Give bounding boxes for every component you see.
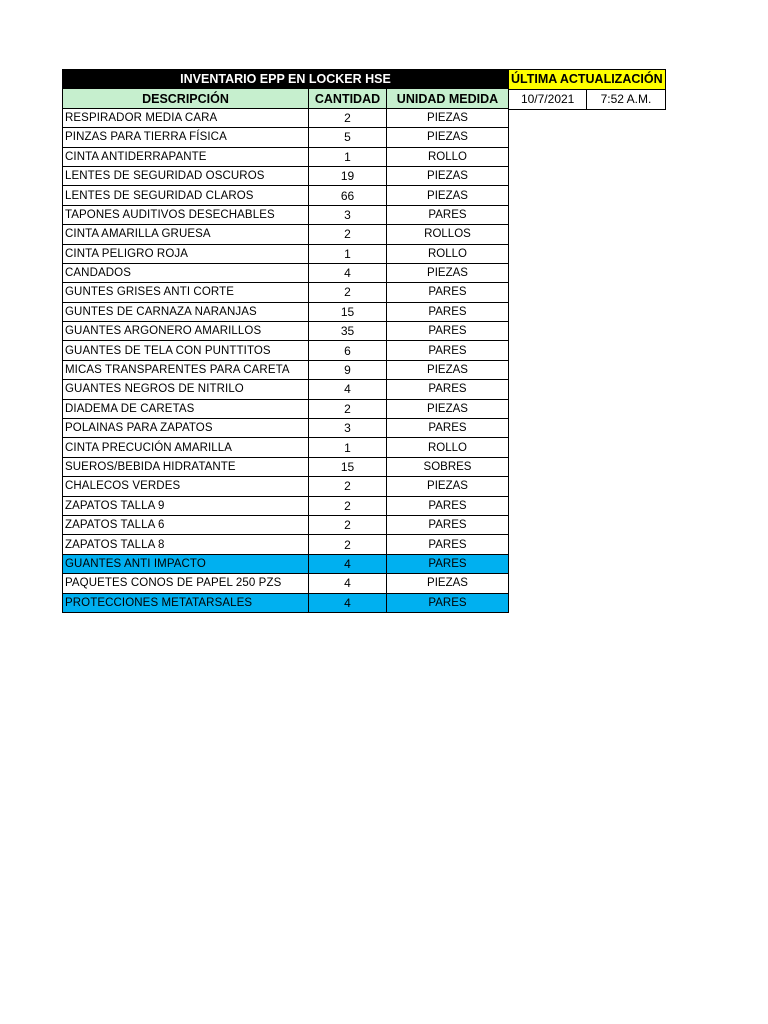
row-description[interactable]: LENTES DE SEGURIDAD CLAROS [63, 186, 309, 205]
table-row [63, 457, 509, 476]
row-description[interactable]: SUEROS/BEBIDA HIDRATANTE [63, 457, 309, 476]
row-quantity[interactable]: 15 [309, 457, 387, 476]
inventory-table-body [63, 70, 509, 613]
row-unit[interactable]: PIEZAS [387, 399, 509, 418]
row-quantity[interactable]: 4 [309, 263, 387, 282]
row-description[interactable]: GUNTES DE CARNAZA NARANJAS [63, 302, 309, 321]
table-row [63, 263, 509, 282]
table-row [63, 128, 509, 147]
table-row [63, 574, 509, 593]
last-update-label[interactable]: ÚLTIMA ACTUALIZACIÓN [509, 70, 666, 90]
row-quantity[interactable]: 35 [309, 322, 387, 341]
row-unit[interactable]: PARES [387, 205, 509, 224]
row-quantity[interactable]: 1 [309, 147, 387, 166]
row-unit[interactable]: ROLLO [387, 438, 509, 457]
row-description[interactable]: CINTA ANTIDERRAPANTE [63, 147, 309, 166]
table-row [63, 554, 509, 573]
row-description[interactable]: POLAINAS PARA ZAPATOS [63, 419, 309, 438]
row-quantity[interactable]: 2 [309, 283, 387, 302]
row-description[interactable]: LENTES DE SEGURIDAD OSCUROS [63, 166, 309, 185]
row-description[interactable]: GUNTES GRISES ANTI CORTE [63, 283, 309, 302]
row-unit[interactable]: PARES [387, 322, 509, 341]
last-update-box [508, 69, 666, 110]
table-row [63, 593, 509, 612]
row-quantity[interactable]: 4 [309, 593, 387, 612]
table-row [63, 496, 509, 515]
table-row [63, 380, 509, 399]
row-unit[interactable]: PARES [387, 554, 509, 573]
row-description[interactable]: TAPONES AUDITIVOS DESECHABLES [63, 205, 309, 224]
table-row [63, 108, 509, 127]
row-description[interactable]: GUANTES ANTI IMPACTO [63, 554, 309, 573]
row-unit[interactable]: PARES [387, 593, 509, 612]
row-quantity[interactable]: 9 [309, 360, 387, 379]
table-row [63, 302, 509, 321]
row-unit[interactable]: ROLLO [387, 244, 509, 263]
row-quantity[interactable]: 2 [309, 399, 387, 418]
row-description[interactable]: MICAS TRANSPARENTES PARA CARETA [63, 360, 309, 379]
table-row [63, 419, 509, 438]
row-description[interactable]: ZAPATOS TALLA 9 [63, 496, 309, 515]
row-quantity[interactable]: 5 [309, 128, 387, 147]
row-quantity[interactable]: 19 [309, 166, 387, 185]
row-description[interactable]: GUANTES DE TELA CON PUNTTITOS [63, 341, 309, 360]
inventory-table [62, 69, 509, 613]
row-unit[interactable]: PIEZAS [387, 128, 509, 147]
table-row [63, 205, 509, 224]
table-row [63, 341, 509, 360]
row-description[interactable]: GUANTES NEGROS DE NITRILO [63, 380, 309, 399]
row-description[interactable]: PROTECCIONES METATARSALES [63, 593, 309, 612]
row-unit[interactable]: PIEZAS [387, 186, 509, 205]
row-description[interactable]: PAQUETES CONOS DE PAPEL 250 PZS [63, 574, 309, 593]
header-row [63, 89, 509, 108]
table-row [63, 535, 509, 554]
last-update-title-row [509, 70, 666, 90]
row-quantity[interactable]: 2 [309, 477, 387, 496]
row-unit[interactable]: PIEZAS [387, 166, 509, 185]
row-description[interactable]: ZAPATOS TALLA 8 [63, 535, 309, 554]
table-row [63, 186, 509, 205]
row-description[interactable]: CHALECOS VERDES [63, 477, 309, 496]
row-quantity[interactable]: 2 [309, 496, 387, 515]
row-description[interactable]: CINTA PELIGRO ROJA [63, 244, 309, 263]
row-unit[interactable]: PARES [387, 283, 509, 302]
row-unit[interactable]: PARES [387, 341, 509, 360]
row-quantity[interactable]: 2 [309, 108, 387, 127]
row-quantity[interactable]: 15 [309, 302, 387, 321]
table-row [63, 225, 509, 244]
table-row [63, 438, 509, 457]
row-quantity[interactable]: 4 [309, 574, 387, 593]
row-description[interactable]: CINTA AMARILLA GRUESA [63, 225, 309, 244]
last-update-values-row [509, 90, 666, 110]
last-update-time[interactable]: 7:52 A.M. [587, 90, 665, 110]
header-unit[interactable]: UNIDAD MEDIDA [387, 89, 509, 108]
row-unit[interactable]: PIEZAS [387, 360, 509, 379]
table-row [63, 399, 509, 418]
row-unit[interactable]: PARES [387, 380, 509, 399]
row-unit[interactable]: PARES [387, 515, 509, 534]
row-description[interactable]: DIADEMA DE CARETAS [63, 399, 309, 418]
sheet-title[interactable]: INVENTARIO EPP EN LOCKER HSE [63, 70, 509, 89]
row-description[interactable]: ZAPATOS TALLA 6 [63, 515, 309, 534]
row-unit[interactable]: SOBRES [387, 457, 509, 476]
row-description[interactable]: PINZAS PARA TIERRA FÍSICA [63, 128, 309, 147]
table-row [63, 322, 509, 341]
table-row [63, 166, 509, 185]
row-quantity[interactable]: 4 [309, 380, 387, 399]
table-row [63, 283, 509, 302]
row-unit[interactable]: PIEZAS [387, 108, 509, 127]
table-row [63, 515, 509, 534]
header-quantity[interactable]: CANTIDAD [309, 89, 387, 108]
row-description[interactable]: CANDADOS [63, 263, 309, 282]
row-quantity[interactable]: 6 [309, 341, 387, 360]
row-unit[interactable]: ROLLO [387, 147, 509, 166]
row-quantity[interactable]: 1 [309, 244, 387, 263]
table-row [63, 477, 509, 496]
row-unit[interactable]: PARES [387, 419, 509, 438]
row-quantity[interactable]: 2 [309, 515, 387, 534]
row-unit[interactable]: PARES [387, 496, 509, 515]
row-description[interactable]: CINTA PRECUCIÓN AMARILLA [63, 438, 309, 457]
row-unit[interactable]: PIEZAS [387, 477, 509, 496]
row-quantity[interactable]: 3 [309, 205, 387, 224]
header-description[interactable]: DESCRIPCIÓN [63, 89, 309, 108]
row-unit[interactable]: PARES [387, 302, 509, 321]
row-quantity[interactable]: 3 [309, 419, 387, 438]
row-quantity[interactable]: 66 [309, 186, 387, 205]
row-unit[interactable]: PARES [387, 535, 509, 554]
row-quantity[interactable]: 2 [309, 225, 387, 244]
last-update-date[interactable]: 10/7/2021 [509, 90, 587, 110]
row-unit[interactable]: PIEZAS [387, 263, 509, 282]
row-quantity[interactable]: 1 [309, 438, 387, 457]
row-unit[interactable]: ROLLOS [387, 225, 509, 244]
table-row [63, 244, 509, 263]
table-row [63, 147, 509, 166]
title-row [63, 70, 509, 89]
row-unit[interactable]: PIEZAS [387, 574, 509, 593]
table-row [63, 360, 509, 379]
row-quantity[interactable]: 4 [309, 554, 387, 573]
row-description[interactable]: GUANTES ARGONERO AMARILLOS [63, 322, 309, 341]
row-quantity[interactable]: 2 [309, 535, 387, 554]
row-description[interactable]: RESPIRADOR MEDIA CARA [63, 108, 309, 127]
